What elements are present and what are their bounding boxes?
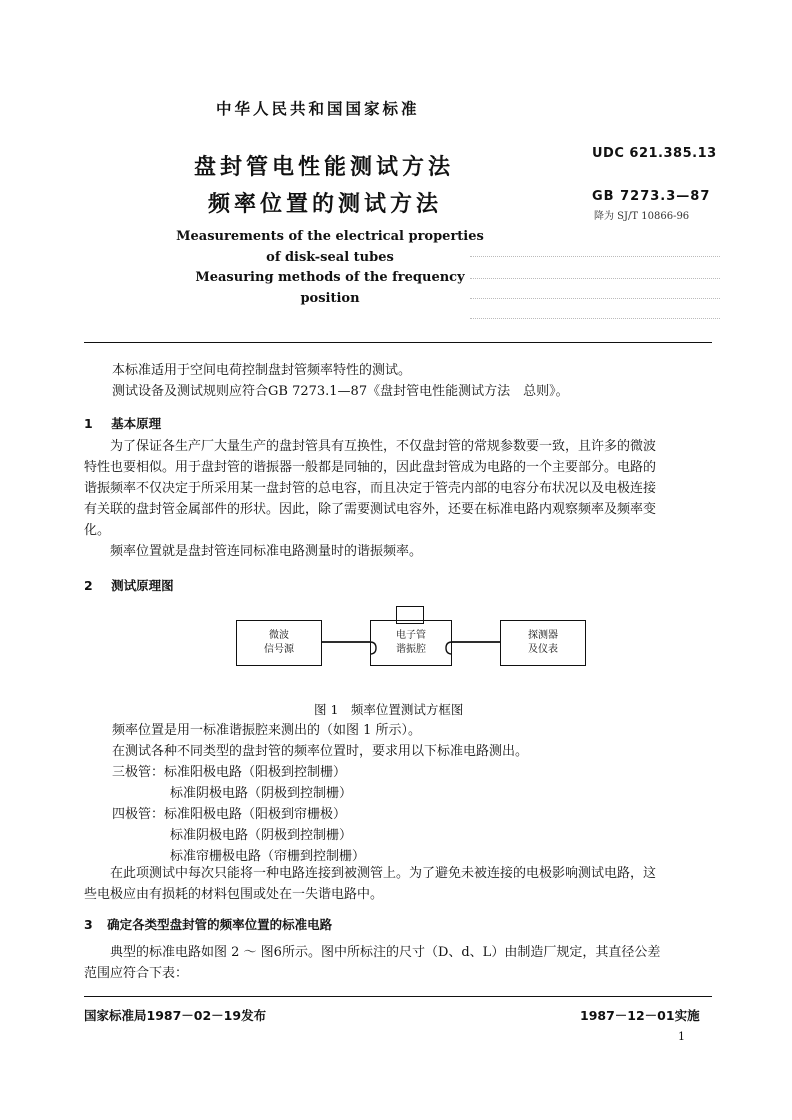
list-item: 标准阴极电路（阴极到控制栅） xyxy=(170,828,353,843)
para-line: 范围应符合下表： xyxy=(84,966,189,981)
detector-box xyxy=(500,620,586,666)
section1-paragraph xyxy=(84,436,714,562)
microwave-source-box xyxy=(236,620,322,666)
section3-title: 确定各类型盘封管的频率位置的标准电路 xyxy=(107,917,333,932)
list-item: 标准阳极电路（阳极到帘栅极） xyxy=(164,807,347,822)
section1-heading xyxy=(84,414,161,432)
section2-heading xyxy=(84,576,174,594)
para-line: 些电极应由有损耗的材料包围或处在一失谐电路中。 xyxy=(84,887,384,902)
box1-line2: 信号源 xyxy=(264,644,294,655)
para-line: 典型的标准电路如图 2 ～ 图6所示。图中所标注的尺寸（D、d、L）由制造厂规定，其直径公差 xyxy=(110,945,661,960)
list-item: 标准阴极电路（阴极到控制栅） xyxy=(170,786,353,801)
scan-artifact xyxy=(470,256,720,257)
title-en-line4: position xyxy=(300,290,360,306)
section2-title: 测试原理图 xyxy=(111,578,174,593)
para-line: 有关联的盘封管金属部件的形状。因此，除了需要测试电容外，还要在标准电路内观察频率及频率变 xyxy=(84,502,657,517)
section2-text xyxy=(112,720,712,867)
section2-closing xyxy=(84,863,714,905)
box2-line1: 电子管 xyxy=(396,630,426,641)
figure-caption: 图 1 频率位置测试方框图 xyxy=(314,702,464,717)
header-rule xyxy=(84,342,712,343)
section1-number: 1 xyxy=(84,416,93,431)
title-cn-line2: 频率位置的测试方法 xyxy=(208,192,443,217)
para-line: 在此项测试中每次只能将一种电路连接到被测管上。为了避免未被连接的电极影响测试电路，这 xyxy=(110,866,657,881)
para-line: 特性也要相似。用于盘封管的谐振器一般都是同轴的，因此盘封管成为电路的一个主要部分。电路的 xyxy=(84,460,657,475)
para-line: 在测试各种不同类型的盘封管的频率位置时，要求用以下标准电路测出。 xyxy=(112,744,529,759)
gb-number: GB 7273.3—87 xyxy=(592,189,711,204)
section3-text xyxy=(84,942,714,984)
list-item: 标准帘栅极电路（帘栅到控制栅） xyxy=(170,849,366,864)
para-line: 为了保证各生产厂大量生产的盘封管具有互换性，不仅盘封管的常规参数要一致，且许多的微波 xyxy=(110,439,657,454)
effective-date: 1987－12－01实施 xyxy=(580,1008,700,1023)
title-en-line2: of disk-seal tubes xyxy=(266,249,394,265)
national-standard-header: 中华人民共和国国家标准 xyxy=(216,100,420,118)
section2-number: 2 xyxy=(84,578,93,593)
box2-line2: 谐振腔 xyxy=(396,644,426,655)
title-en xyxy=(170,227,490,309)
block-diagram xyxy=(230,600,590,680)
triode-row xyxy=(112,762,712,783)
scan-artifact xyxy=(470,298,720,299)
title-cn-line1: 盘封管电性能测试方法 xyxy=(194,155,455,180)
triode-label: 三极管： xyxy=(112,765,165,780)
para-line: 谐振频率不仅决定于所采用某一盘封管的总电容，而且决定于管壳内部的电容分布状况以及电极连接 xyxy=(84,481,657,496)
tetrode-row xyxy=(112,804,712,825)
section3-number: 3 xyxy=(84,917,93,932)
issued-date: 国家标准局1987－02－19发布 xyxy=(84,1008,267,1023)
scan-artifact xyxy=(470,278,720,279)
section3-heading xyxy=(84,915,332,933)
list-item: 标准阳极电路（阳极到控制栅） xyxy=(164,765,347,780)
box3-line2: 及仪表 xyxy=(528,644,558,655)
downgraded-note: 降为 SJ/T 10866-96 xyxy=(594,211,690,222)
para-line: 频率位置就是盘封管连同标准电路测量时的谐振频率。 xyxy=(110,544,423,559)
box3-line1: 探测器 xyxy=(528,630,558,641)
intro xyxy=(112,360,712,402)
para-line: 频率位置是用一标准谐振腔来测出的（如图 1 所示）。 xyxy=(112,723,422,738)
para-line: 化。 xyxy=(84,523,111,538)
title-en-line1: Measurements of the electrical properties xyxy=(176,229,484,244)
tetrode-label: 四极管： xyxy=(112,807,165,822)
title-en-line3: Measuring methods of the frequency xyxy=(195,270,465,285)
intro-p1: 本标准适用于空间电荷控制盘封管频率特性的测试。 xyxy=(112,363,412,378)
cavity-box xyxy=(370,620,452,666)
udc-code: UDC 621.385.13 xyxy=(592,146,717,161)
intro-p2: 测试设备及测试规则应符合GB 7273.1—87《盘封管电性能测试方法 总则》。 xyxy=(112,384,569,399)
box1-line1: 微波 xyxy=(269,630,289,641)
scan-artifact xyxy=(470,318,720,319)
section1-title: 基本原理 xyxy=(111,416,162,431)
footer-rule xyxy=(84,996,712,997)
page-number: 1 xyxy=(678,1030,685,1043)
